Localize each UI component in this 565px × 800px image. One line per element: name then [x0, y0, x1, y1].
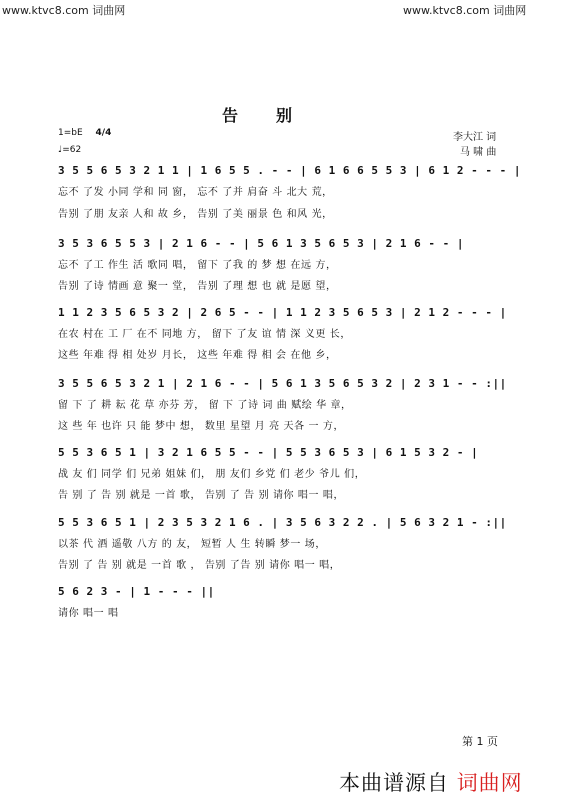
- music-line: 5 5 3 6 5 1 | 3 2 1 6 5 5 - - | 5 5 3 6 5 3 | 6 1 5 3 2 - |: [58, 446, 479, 459]
- lyric-line: 留 下 了 耕 耘 花 草 亦芬 芳， 留 下 了诗 词 曲 赋绘 华 章，: [58, 400, 352, 411]
- time-signature: 4/4: [95, 128, 112, 138]
- lyric-line: 在农 村在 工 厂 在不 同地 方， 留下 了友 谊 情 深 义更 长，: [58, 329, 351, 340]
- key-label: 1=bE: [58, 128, 83, 138]
- key-signature: [58, 128, 111, 138]
- brand-link[interactable]: 词曲网: [456, 771, 523, 795]
- music-line: 1 1 2 3 5 6 5 3 2 | 2 6 5 - - | 1 1 2 3 5 6 5 3 | 2 1 2 - - - |: [58, 306, 507, 319]
- lyric-line: 以茶 代 酒 遥敬 八方 的 友， 短暂 人 生 转瞬 梦一 场，: [58, 539, 326, 550]
- lyric-line: 告别 了 告 别 就是 一首 歌 ， 告别 了告 别 请你 唱一 唱，: [58, 560, 341, 571]
- music-line: 5 6 2 3 - | 1 - - - ||: [58, 585, 215, 598]
- lyric-line: 告别 了朋 友亲 人和 故 乡， 告别 了美 丽景 色 和风 光，: [58, 209, 333, 220]
- lyric-line: 忘不 了发 小同 学和 同 窗， 忘不 了并 肩奋 斗 北大 荒，: [58, 187, 333, 198]
- lyric-line: 战 友 们 同学 们 兄弟 姐妹 们， 朋 友们 乡党 们 老少 爷儿 们，: [58, 469, 366, 480]
- song-title: 告别: [222, 106, 331, 125]
- watermark-left: www.ktvc8.com 词曲网: [2, 4, 126, 17]
- composer-credit: 马 啸 曲: [460, 147, 497, 158]
- music-line: 3 5 5 6 5 3 2 1 1 | 1 6 5 5 . - - | 6 1 6 6 5 5 3 | 6 1 2 - - - |: [58, 164, 521, 177]
- lyric-line: 请你 唱一 唱: [58, 608, 119, 619]
- lyric-line: 告 别 了 告 别 就是 一首 歌， 告别 了 告 别 请你 唱一 唱，: [58, 490, 345, 501]
- source-brand[interactable]: [339, 767, 523, 797]
- lyric-line: 这 些 年 也许 只 能 梦中 想， 数里 星望 月 亮 天各 一 方，: [58, 421, 345, 432]
- music-line: 3 5 3 6 5 5 3 | 2 1 6 - - | 5 6 1 3 5 6 5 3 | 2 1 6 - - |: [58, 237, 464, 250]
- tempo-marking: ♩=62: [58, 145, 82, 155]
- lyricist-credit: 李大江 词: [453, 132, 497, 143]
- music-line: 5 5 3 6 5 1 | 2 3 5 3 2 1 6 . | 3 5 6 3 2 2 . | 5 6 3 2 1 - :||: [58, 516, 507, 529]
- page-number: 第 1 页: [462, 735, 498, 748]
- brand-text: 本曲谱源自: [339, 771, 449, 795]
- lyric-line: 告别 了诗 情画 意 聚一 堂， 告别 了理 想 也 就 是愿 望，: [58, 281, 337, 292]
- watermark-right: www.ktvc8.com 词曲网: [403, 4, 527, 17]
- lyric-line: 忘不 了工 作生 活 歌同 唱， 留下 了我 的 梦 想 在远 方，: [58, 260, 337, 271]
- lyric-line: 这些 年难 得 相 处岁 月长， 这些 年难 得 相 会 在他 乡，: [58, 350, 337, 361]
- music-line: 3 5 5 6 5 3 2 1 | 2 1 6 - - | 5 6 1 3 5 6 5 3 2 | 2 3 1 - - :||: [58, 377, 507, 390]
